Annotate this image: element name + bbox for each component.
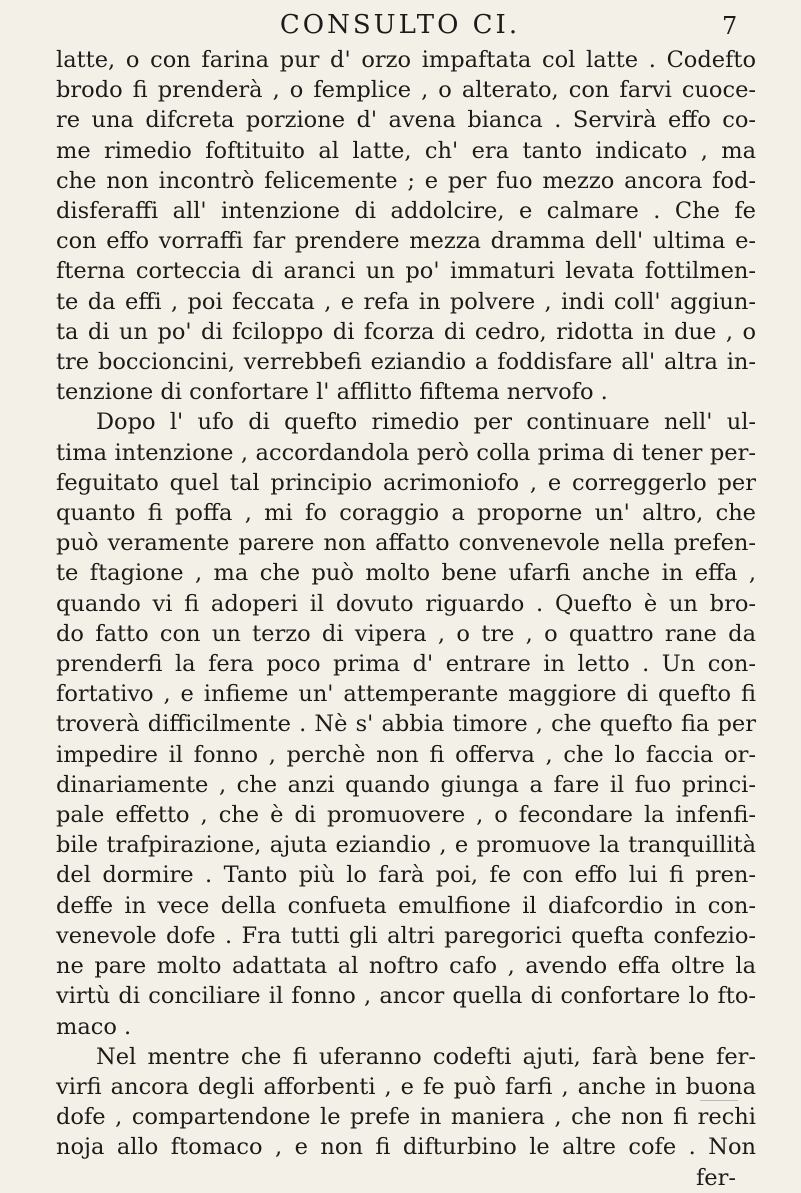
text-line: che non incontrò felicemente ; e per fuo mezzo ancora fod- <box>56 167 756 194</box>
text-line: dofe , compartendone le prefe in maniera , che non fi rechi <box>56 1104 756 1131</box>
text-line: impedire il fonno , perchè non fi offerva , che lo faccia or- <box>56 741 756 768</box>
text-line: quanto fi poffa , mi fo coraggio a proporne un' altro, che <box>56 500 756 527</box>
text-line: venevole dofe . Fra tutti gli altri paregorici quefta confezio- <box>56 922 756 949</box>
text-line: dinariamente , che anzi quando giunga a fare il fuo princi- <box>56 771 756 798</box>
text-line: bile trafpirazione, ajuta eziandio , e promuove la tranquillità <box>56 832 756 859</box>
text-line: brodo fi prenderà , o femplice , o alterato, con farvi cuoce- <box>56 77 756 104</box>
text-line: Nel mentre che fi uferanno codefti ajuti, farà bene fer- <box>96 1043 756 1070</box>
text-line: virfi ancora degli afforbenti , e fe può farfi , anche in buona <box>56 1073 756 1100</box>
text-line: del dormire . Tanto più lo farà poi, fe con effo lui fi pren- <box>56 862 756 889</box>
text-line: disferaffi all' intenzione di addolcire, e calmare . Che fe <box>56 198 756 225</box>
text-line: te ftagione , ma che può molto bene ufarfi anche in effa , <box>56 560 756 587</box>
text-line: Dopo l' ufo di quefto rimedio per continuare nell' ul- <box>96 409 756 436</box>
text-line: latte, o con farina pur d' orzo impaftata col latte . Codefto <box>56 47 756 73</box>
body-text <box>56 45 756 1193</box>
catchword: fer- <box>695 1164 736 1191</box>
paragraph <box>56 1042 756 1163</box>
text-line: deffe in vece della confueta emulfione il diafcordio in con- <box>56 892 756 919</box>
text-line: do fatto con un terzo di vipera , o tre , o quattro rane da <box>56 620 756 647</box>
text-line: troverà difficilmente . Nè s' abbia timore , che quefto fia per <box>56 711 756 738</box>
text-line: fterna corteccia di aranci un po' immaturi levata fottilmen- <box>56 258 756 285</box>
text-line: prenderfi la fera poco prima d' entrare in letto . Un con- <box>56 651 756 678</box>
text-line: maco . <box>56 1013 132 1040</box>
text-line: può veramente parere non affatto convenevole nella prefen- <box>56 530 756 557</box>
text-line: tenzione di confortare l' afflitto fiftema nervofo . <box>56 379 608 406</box>
text-line: tima intenzione , accordandola però colla prima di tener per- <box>56 439 756 466</box>
text-line: feguitato quel tal principio acrimoniofo , e correggerlo per <box>56 469 756 496</box>
text-line: re una difcreta porzione d' avena bianca . Servirà effo co- <box>56 107 756 134</box>
text-line: pale effetto , che è di promuovere , o fecondare la infenfi- <box>56 802 756 829</box>
text-line: ta di un po' di fciloppo di fcorza di cedro, ridotta in due , o <box>56 318 756 345</box>
bottom-rule <box>700 1100 738 1101</box>
page-number: 7 <box>722 12 738 40</box>
text-line: noja allo ftomaco , e non fi difturbino le altre cofe . Non <box>56 1134 756 1161</box>
paragraph <box>56 407 756 1041</box>
text-line: te da effi , poi feccata , e refa in polvere , indi coll' aggiun- <box>56 288 756 315</box>
running-head: CONSULTO CI. <box>279 10 521 40</box>
text-line: me rimedio foftituito al latte, ch' era tanto indicato , ma <box>56 137 756 164</box>
text-line: ne pare molto adattata al noftro cafo , avendo effa oltre la <box>56 953 756 980</box>
text-line: virtù di conciliare il fonno , ancor quella di confortare lo fto- <box>56 983 756 1010</box>
text-line: con effo vorraffi far prendere mezza dramma dell' ultima e- <box>56 228 756 255</box>
text-line: tre boccioncini, verrebbefi eziandio a foddisfare all' altra in- <box>56 349 756 376</box>
paragraph <box>56 45 756 407</box>
text-line: fortativo , e infieme un' attemperante maggiore di quefto fi <box>56 681 756 708</box>
text-line: quando vi fi adoperi il dovuto riguardo . Quefto è un bro- <box>56 590 756 617</box>
